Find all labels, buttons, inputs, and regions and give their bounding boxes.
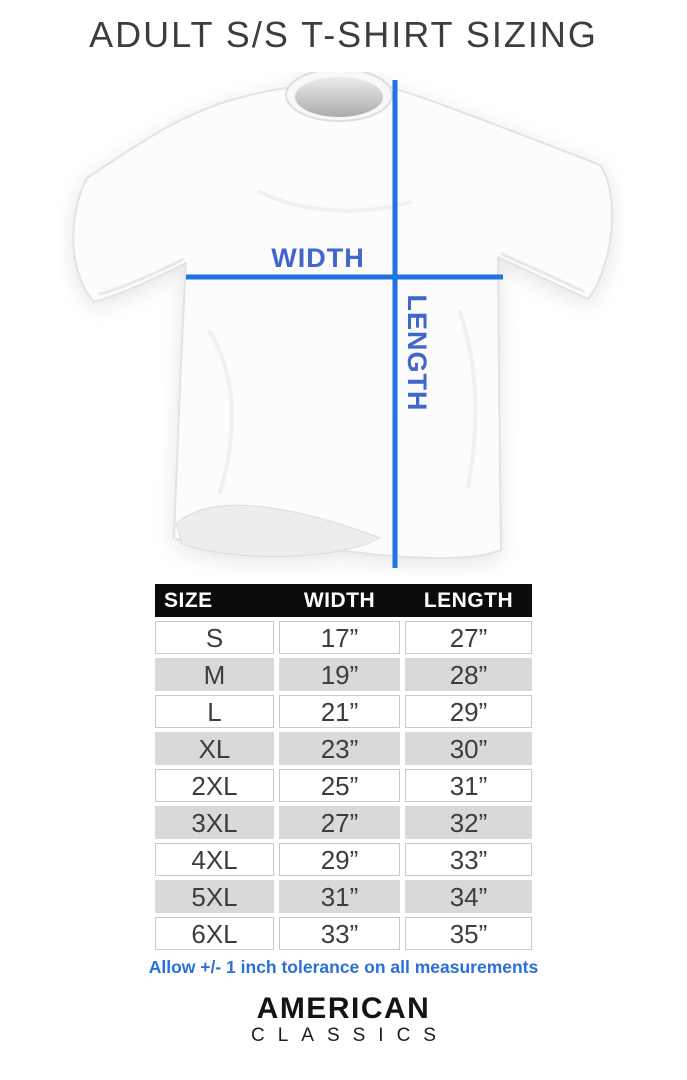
brand-logo — [0, 992, 687, 1047]
size-cell: 6XL — [155, 917, 274, 950]
table-row — [155, 732, 532, 765]
width-cell: 29” — [279, 843, 400, 876]
table-row — [155, 843, 532, 876]
size-cell: L — [155, 695, 274, 728]
size-cell: 5XL — [155, 880, 274, 913]
table-row — [155, 769, 532, 802]
size-cell: M — [155, 658, 274, 691]
tshirt-measurement-diagram — [60, 72, 625, 577]
size-cell: 4XL — [155, 843, 274, 876]
table-row — [155, 695, 532, 728]
table-row — [155, 806, 532, 839]
header-length: LENGTH — [423, 588, 514, 612]
length-cell: 34” — [405, 880, 532, 913]
size-cell: S — [155, 621, 274, 654]
tshirt-illustration — [73, 72, 612, 558]
length-cell: 28” — [405, 658, 532, 691]
length-cell: 31” — [405, 769, 532, 802]
size-cell: 2XL — [155, 769, 274, 802]
header-width: WIDTH — [303, 588, 376, 612]
length-cell: 32” — [405, 806, 532, 839]
tshirt-body-shape — [73, 87, 612, 558]
length-cell: 33” — [405, 843, 532, 876]
table-header-row — [155, 584, 532, 617]
collar-opening — [295, 77, 383, 117]
table-row — [155, 621, 532, 654]
table-row — [155, 880, 532, 913]
size-table — [155, 584, 532, 950]
table-row — [155, 658, 532, 691]
length-cell: 30” — [405, 732, 532, 765]
length-cell: 27” — [405, 621, 532, 654]
table-row — [155, 917, 532, 950]
width-cell: 31” — [279, 880, 400, 913]
width-cell: 21” — [279, 695, 400, 728]
size-cell: 3XL — [155, 806, 274, 839]
width-cell: 27” — [279, 806, 400, 839]
width-cell: 25” — [279, 769, 400, 802]
brand-name-line2: CLASSICS — [251, 1025, 449, 1046]
brand-name-line1: AMERICAN — [256, 992, 431, 1025]
length-cell: 29” — [405, 695, 532, 728]
width-cell: 19” — [279, 658, 400, 691]
header-size: SIZE — [164, 588, 213, 612]
length-label: LENGTH — [402, 294, 432, 412]
length-cell: 35” — [405, 917, 532, 950]
width-label: WIDTH — [271, 243, 365, 273]
width-cell: 33” — [279, 917, 400, 950]
width-cell: 23” — [279, 732, 400, 765]
table-body — [155, 621, 532, 950]
width-cell: 17” — [279, 621, 400, 654]
page-title: ADULT S/S T-SHIRT SIZING — [89, 14, 598, 55]
size-cell: XL — [155, 732, 274, 765]
tolerance-note: Allow +/- 1 inch tolerance on all measurements — [148, 957, 539, 977]
